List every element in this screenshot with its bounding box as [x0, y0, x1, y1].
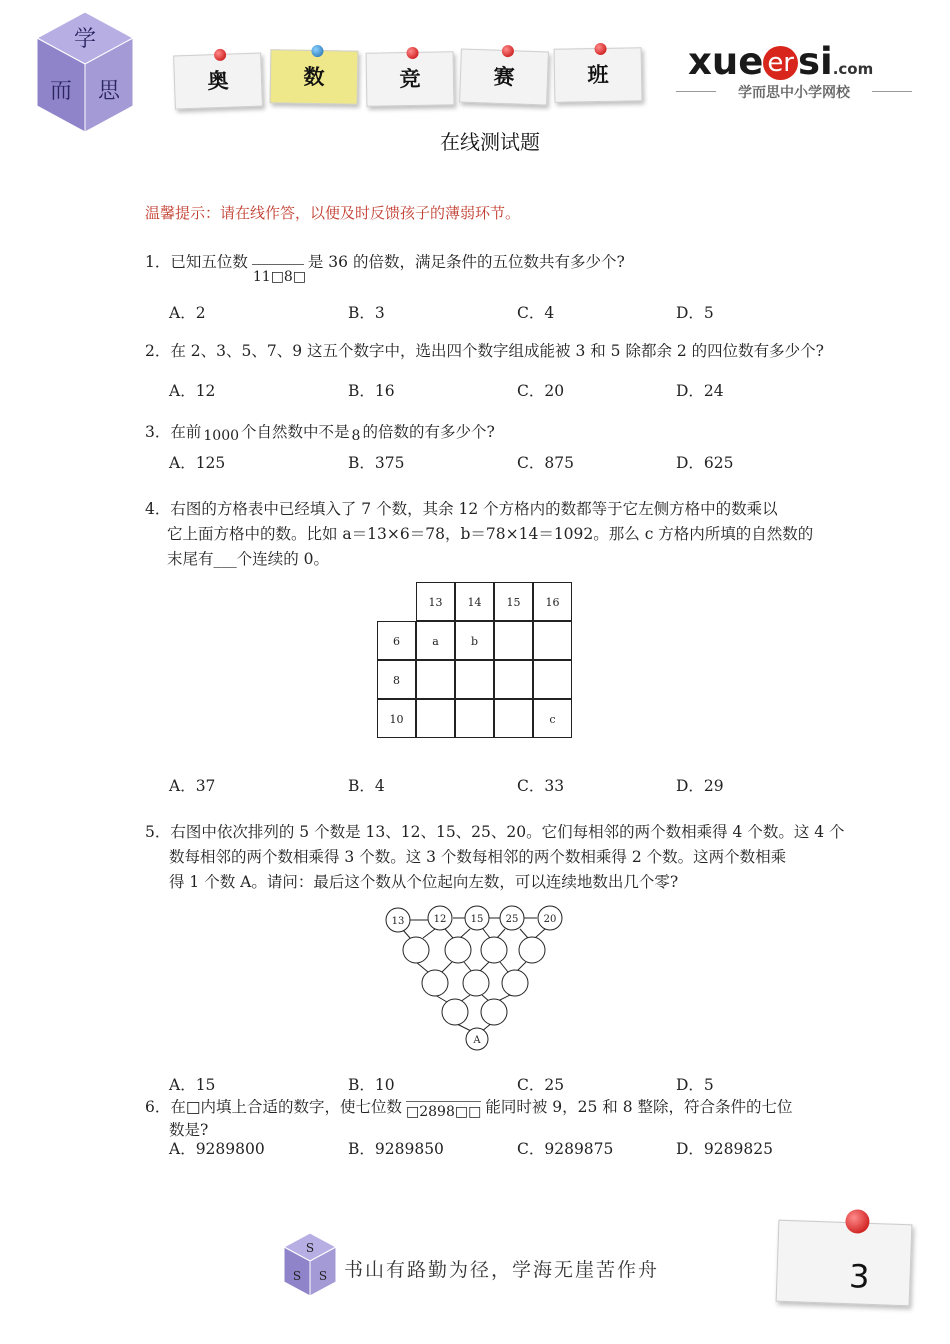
- tab-ban: [554, 47, 643, 103]
- grid-cell-a: a: [416, 621, 455, 660]
- tab-shu-label: 数: [303, 64, 325, 90]
- pyramid-top-5: 20: [543, 914, 557, 925]
- q6-option-a[interactable]: A．9289800: [169, 1140, 265, 1158]
- q2-option-b[interactable]: B．16: [348, 382, 395, 400]
- brand-com: .com: [832, 60, 874, 78]
- q2-option-d[interactable]: D．24: [676, 382, 724, 400]
- q1-option-a[interactable]: A．2: [169, 304, 206, 322]
- tab-jing: [366, 51, 455, 107]
- grid-cell: [455, 699, 494, 738]
- q6-option-d[interactable]: D．9289825: [676, 1140, 773, 1158]
- tab-jing-label: 竞: [399, 66, 421, 92]
- footer-cube-s3: S: [318, 1269, 328, 1283]
- grid-cell: [533, 660, 572, 699]
- pin-icon: [214, 49, 226, 61]
- footer-motto: 书山有路勤为径，学海无崖苦作舟: [344, 1259, 660, 1281]
- q3-text-a: 3．在前: [145, 423, 202, 441]
- grid-top-13: 13: [416, 582, 455, 621]
- grid-cell: [533, 621, 572, 660]
- grid-top-14: 14: [455, 582, 494, 621]
- pin-icon: [406, 47, 418, 59]
- q3-option-d[interactable]: D．625: [676, 454, 734, 472]
- q5-line-1: 5．右图中依次排列的 5 个数是 13、12、15、25、20。它们每相邻的两个数相乘得 4 个数。这 4 个: [145, 823, 845, 841]
- q1-number: 11□8□: [252, 269, 307, 285]
- brand-suffix: si: [798, 40, 833, 83]
- footer-cube-s2: S: [292, 1269, 302, 1283]
- question-5: [145, 820, 845, 895]
- tab-shu: [270, 49, 359, 105]
- tip-text: 温馨提示：请在线作答，以便及时反馈孩子的薄弱环节。: [145, 204, 521, 222]
- q2-option-a[interactable]: A．12: [169, 382, 216, 400]
- q5-line-3: 得 1 个数 A。请问：最后这个数从个位起向左数，可以连续地数出几个零?: [169, 873, 679, 891]
- q5-option-b[interactable]: B．10: [348, 1076, 395, 1094]
- pyramid-bottom-A: A: [473, 1035, 481, 1046]
- question-1: [145, 250, 625, 285]
- q6-number: □2898□□: [406, 1101, 481, 1120]
- grid-cell-b: b: [455, 621, 494, 660]
- page-number-note: [776, 1220, 913, 1307]
- q5-number-pyramid: [380, 900, 580, 1060]
- brand-subtitle: 学而思中小学网校: [676, 82, 912, 102]
- footer-cube-s1: S: [305, 1241, 315, 1255]
- grid-cell: [455, 660, 494, 699]
- pyramid-top-3: 15: [470, 914, 484, 925]
- grid-top-16: 16: [533, 582, 572, 621]
- xueersi-cube-logo: [35, 10, 135, 136]
- tab-ban-label: 班: [587, 62, 609, 88]
- tab-sai-label: 赛: [493, 64, 515, 90]
- tab-ao: [173, 52, 263, 109]
- pin-icon: [845, 1209, 870, 1234]
- logo-char-1: 学: [73, 27, 97, 52]
- q1-text-a: 1．已知五位数: [145, 253, 248, 271]
- q3-text-b: 个自然数中不是: [241, 423, 350, 441]
- pin-icon: [311, 45, 323, 57]
- pin-icon: [594, 43, 606, 55]
- q4-line-1: 4．右图的方格表中已经填入了 7 个数，其余 12 个方格内的数都等于它左侧方格中的数乘以: [145, 500, 778, 518]
- q4-line-3: 末尾有___个连续的 0。: [167, 550, 330, 568]
- footer-cube-logo: [283, 1232, 337, 1298]
- question-3: [145, 420, 495, 449]
- question-6: [145, 1095, 792, 1140]
- q6-line-2: 数是?: [169, 1121, 209, 1139]
- grid-cell: [494, 660, 533, 699]
- grid-cell: [494, 699, 533, 738]
- q6-option-c[interactable]: C．9289875: [517, 1140, 614, 1158]
- q4-option-c[interactable]: C．33: [517, 777, 565, 795]
- q3-option-b[interactable]: B．375: [348, 454, 405, 472]
- q2-option-c[interactable]: C．20: [517, 382, 565, 400]
- grid-cell: [494, 621, 533, 660]
- pyramid-top-1: 13: [391, 916, 405, 927]
- q4-option-a[interactable]: A．37: [169, 777, 216, 795]
- grid-left-8: 8: [377, 660, 416, 699]
- page-number: 3: [848, 1257, 871, 1296]
- question-2: 2．在 2、3、5、7、9 这五个数字中，选出四个数字组成能被 3 和 5 除都余 2 的四位数有多少个?: [145, 342, 824, 360]
- q6-option-b[interactable]: B．9289850: [348, 1140, 444, 1158]
- q1-text-b: 是 36 的倍数，满足条件的五位数共有多少个?: [307, 253, 625, 271]
- brand-logo: [688, 40, 873, 83]
- q3-n2: 8: [351, 428, 361, 444]
- brand-er: er: [763, 46, 798, 80]
- q4-line-2: 它上面方格中的数。比如 a＝13×6＝78，b＝78×14＝1092。那么 c 方格内所填的自然数的: [167, 525, 814, 543]
- page-title: 在线测试题: [440, 130, 540, 154]
- q1-option-d[interactable]: D．5: [676, 304, 714, 322]
- q4-option-b[interactable]: B．4: [348, 777, 385, 795]
- q1-option-b[interactable]: B．3: [348, 304, 385, 322]
- pin-icon: [502, 45, 514, 57]
- q4-option-d[interactable]: D．29: [676, 777, 724, 795]
- q6-text-a: 6．在□内填上合适的数字，使七位数: [145, 1098, 403, 1116]
- grid-left-10: 10: [377, 699, 416, 738]
- grid-top-15: 15: [494, 582, 533, 621]
- grid-cell: [416, 660, 455, 699]
- grid-left-6: 6: [377, 621, 416, 660]
- grid-cell-c: c: [533, 699, 572, 738]
- q1-option-c[interactable]: C．4: [517, 304, 555, 322]
- tab-sai: [459, 48, 549, 105]
- q6-text-b: 能同时被 9，25 和 8 整除，符合条件的七位: [485, 1098, 793, 1116]
- logo-char-2: 而: [49, 79, 73, 104]
- q3-option-a[interactable]: A．125: [169, 454, 226, 472]
- q5-line-2: 数每相邻的两个数相乘得 3 个数。这 3 个数每相邻的两个数相乘得 2 个数。这两个数相乘: [169, 848, 787, 866]
- grid-cell: [416, 699, 455, 738]
- q3-option-c[interactable]: C．875: [517, 454, 574, 472]
- q3-text-c: 的倍数的有多少个?: [362, 423, 495, 441]
- tab-ao-label: 奥: [207, 68, 229, 94]
- pyramid-top-4: 25: [505, 914, 519, 925]
- pyramid-top-2: 12: [433, 914, 447, 925]
- brand-prefix: xue: [688, 40, 764, 83]
- q5-option-d[interactable]: D．5: [676, 1076, 714, 1094]
- q5-option-c[interactable]: C．25: [517, 1076, 565, 1094]
- q5-option-a[interactable]: A．15: [169, 1076, 216, 1094]
- logo-char-3: 思: [97, 79, 121, 104]
- q3-n1: 1000: [203, 428, 240, 444]
- question-4: [145, 497, 813, 572]
